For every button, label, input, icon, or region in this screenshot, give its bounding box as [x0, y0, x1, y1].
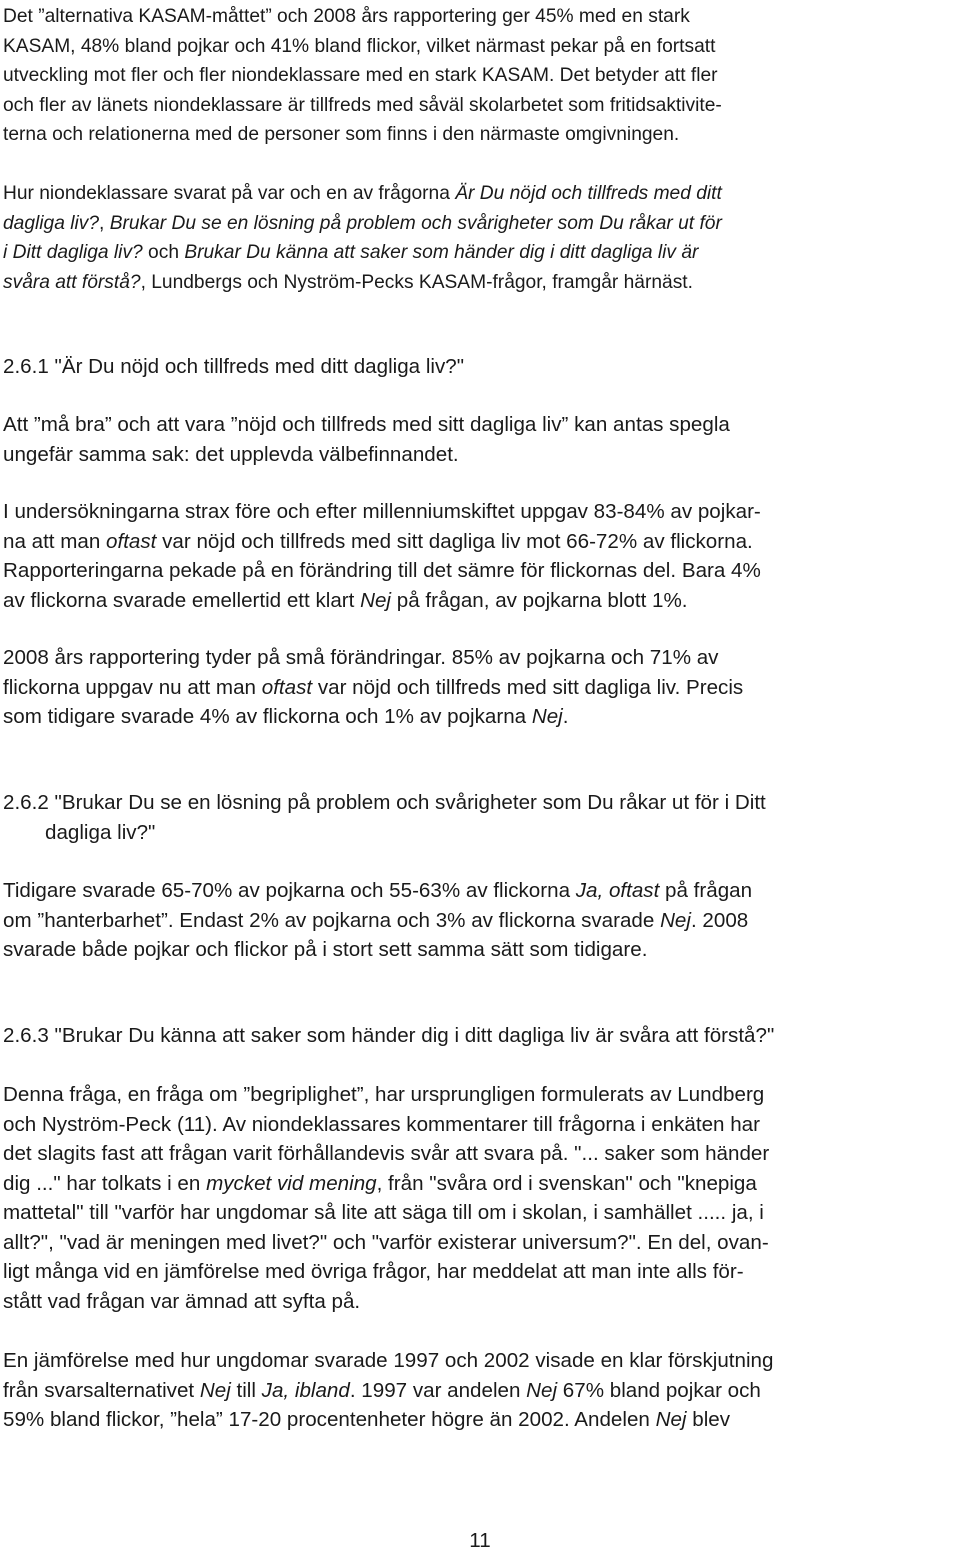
- text-run: på frågan, av pojkarna blott 1%.: [391, 588, 688, 612]
- text-run: KASAM, 48% bland pojkar och 41% bland flickor, vilket närmast pekar på en fortsatt: [3, 35, 716, 57]
- italic-run: Brukar Du se en lösning på problem och svårigheter som Du råkar ut för: [109, 212, 722, 234]
- text-run: stått vad frågan var ämnad att syfta på.: [3, 1289, 361, 1313]
- heading-2-6-3-text: 2.6.3 "Brukar Du känna att saker som händer dig i ditt dagliga liv är svåra att förstå?": [3, 1024, 775, 1047]
- text-run: av flickorna svarade emellertid ett klart: [3, 588, 361, 612]
- paragraph-2-6-3-comprehensibility: [3, 1080, 955, 1316]
- italic-run: Ja, oftast: [575, 879, 660, 902]
- text-line: [3, 1198, 955, 1228]
- text-run: Denna fråga, en fråga om ”begriplighet”, har ursprungligen formulerats av Lundberg: [3, 1083, 765, 1106]
- text-run: Det ”alternativa KASAM-måttet” och 2008 års rapportering ger 45% med en stark: [3, 6, 690, 27]
- text-run: och fler av länets niondeklassare är tillfreds med såväl skolarbetet som fritidsaktivite-: [3, 94, 722, 116]
- text-run: 2.6.2 "Brukar Du se en lösning på problem och svårigheter som Du råkar ut för i Ditt: [3, 791, 766, 814]
- italic-run: Nej: [526, 1378, 558, 1402]
- italic-run: oftast: [261, 675, 313, 699]
- text-line: [3, 788, 955, 818]
- text-line: [3, 586, 955, 616]
- paragraph-2-6-2: [3, 876, 955, 965]
- text-line: [3, 935, 955, 965]
- text-run: dagliga liv?": [45, 820, 156, 844]
- text-line: [3, 209, 955, 239]
- text-run: ,: [99, 212, 110, 234]
- text-run: 67% bland pojkar och: [557, 1378, 761, 1402]
- text-line: [3, 1228, 955, 1258]
- text-line: [3, 120, 955, 150]
- italic-run: Brukar Du känna att saker som händer dig i ditt dagliga liv är: [184, 242, 699, 263]
- text-line: [3, 32, 955, 62]
- text-line: [3, 2, 955, 32]
- italic-run: Är Du nöjd och tillfreds med ditt: [455, 183, 722, 204]
- text-line: [3, 91, 955, 121]
- text-line: [3, 268, 955, 298]
- text-run: och Nyström-Peck (11). Av niondeklassares kommentarer till frågorna i enkäten har: [3, 1112, 760, 1136]
- text-line: [3, 702, 955, 732]
- italic-run: dagliga liv?: [3, 212, 100, 234]
- text-line: [3, 179, 955, 209]
- italic-run: Nej: [655, 1408, 687, 1431]
- paragraph-2-6-1-wellbeing: [3, 410, 955, 469]
- paragraph-2-6-1-earlier-surveys: [3, 497, 955, 615]
- italic-run: Nej: [531, 705, 563, 728]
- text-run: ligt många vid en jämförelse med övriga frågor, har meddelat att man inte alls för-: [3, 1260, 744, 1283]
- heading-2-6-1-text: 2.6.1 "Är Du nöjd och tillfreds med ditt dagliga liv?": [3, 355, 465, 378]
- heading-2-6-3: [3, 1021, 955, 1051]
- text-line: [3, 527, 955, 557]
- paragraph-questions-intro: [3, 179, 955, 297]
- text-run: 2008 års rapportering tyder på små förändringar. 85% av pojkarna och 71% av: [3, 646, 719, 669]
- italic-run: Nej: [360, 588, 392, 612]
- italic-run: mycket vid mening: [206, 1171, 377, 1195]
- text-run: flickorna uppgav nu att man: [3, 675, 262, 699]
- text-line: [3, 1405, 955, 1435]
- italic-run: oftast: [106, 529, 157, 553]
- text-run: na att man: [3, 529, 107, 553]
- text-run: . 2008: [690, 908, 749, 932]
- text-line: [3, 440, 955, 470]
- text-run: Att ”må bra” och att vara ”nöjd och tillfreds med sitt dagliga liv” kan antas spegla: [3, 413, 730, 436]
- text-line: [3, 61, 955, 91]
- text-run: Tidigare svarade 65-70% av pojkarna och 55-63% av flickorna: [3, 879, 576, 902]
- text-run: det slagits fast att frågan varit förhållandevis svår att svara på. "... saker som händer: [3, 1142, 770, 1165]
- italic-run: Nej: [660, 908, 691, 932]
- text-run: till: [230, 1378, 262, 1402]
- text-line: [3, 1287, 955, 1317]
- text-run: , från "svåra ord i svenskan" och "knepiga: [376, 1171, 757, 1195]
- text-line: [3, 556, 955, 586]
- text-run: .: [562, 705, 569, 728]
- text-line: [3, 1346, 955, 1376]
- text-line: [3, 876, 955, 906]
- italic-run: Ja, ibland: [261, 1378, 350, 1402]
- text-line: [3, 1376, 955, 1406]
- text-run: Hur niondeklassare svarat på var och en av frågorna: [3, 183, 456, 204]
- text-run: var nöjd och tillfreds med sitt dagliga liv. Precis: [312, 675, 744, 699]
- text-run: mattetal" till "varför har ungdomar så lite att säga till om i skolan, i samhället ..... ja, i: [3, 1201, 764, 1224]
- text-run: Rapporteringarna pekade på en förändring till det sämre för flickornas del. Bara 4%: [3, 559, 761, 582]
- text-run: dig ..." har tolkats i en: [3, 1171, 207, 1195]
- text-line: [3, 497, 955, 527]
- text-line: [3, 238, 955, 268]
- text-run: och: [142, 242, 185, 263]
- paragraph-2-6-1-2008: [3, 643, 955, 732]
- text-run: I undersökningarna strax före och efter millenniumskiftet uppgav 83-84% av pojkar-: [3, 500, 761, 523]
- text-run: om ”hanterbarhet”. Endast 2% av pojkarna och 3% av flickorna svarade: [3, 908, 661, 932]
- text-line: [3, 643, 955, 673]
- text-run: på frågan: [659, 879, 753, 902]
- text-line: [3, 410, 955, 440]
- text-run: terna och relationerna med de personer som finns i den närmaste omgivningen.: [3, 124, 680, 145]
- text-line: [3, 1257, 955, 1287]
- heading-2-6-2: [3, 788, 955, 847]
- text-line: [3, 906, 955, 936]
- text-run: från svarsalternativet: [3, 1378, 200, 1402]
- text-line: [3, 1139, 955, 1169]
- text-run: . 1997 var andelen: [349, 1378, 527, 1402]
- text-line: [3, 818, 955, 848]
- page-number: 11: [469, 1529, 491, 1552]
- text-run: svarade både pojkar och flickor på i stort sett samma sätt som tidigare.: [3, 938, 648, 961]
- text-run: som tidigare svarade 4% av flickorna och 1% av pojkarna: [3, 705, 532, 728]
- text-run: , Lundbergs och Nyström-Pecks KASAM-frågor, framgår härnäst.: [140, 271, 693, 293]
- italic-run: i Ditt dagliga liv?: [3, 242, 143, 263]
- heading-2-6-1: [3, 352, 955, 382]
- text-line: [3, 673, 955, 703]
- text-run: 59% bland flickor, ”hela” 17-20 procentenheter högre än 2002. Andelen: [3, 1408, 656, 1431]
- italic-run: svåra att förstå?: [3, 271, 141, 293]
- text-run: ungefär samma sak: det upplevda välbefinnandet.: [3, 442, 459, 466]
- italic-run: Nej: [199, 1378, 231, 1402]
- paragraph-kasam-2008: [3, 2, 955, 150]
- text-line: [3, 1080, 955, 1110]
- paragraph-2-6-3-comparison: [3, 1346, 955, 1435]
- text-line: [3, 1110, 955, 1140]
- text-line: [3, 1169, 955, 1199]
- text-run: allt?", "vad är meningen med livet?" och "varför existerar universum?". En del, ovan-: [3, 1230, 769, 1254]
- text-run: utveckling mot fler och fler niondeklassare med en stark KASAM. Det betyder att fler: [3, 65, 718, 86]
- text-run: En jämförelse med hur ungdomar svarade 1997 och 2002 visade en klar förskjutning: [3, 1349, 774, 1372]
- text-run: var nöjd och tillfreds med sitt dagliga liv mot 66-72% av flickorna.: [156, 529, 753, 553]
- text-run: blev: [686, 1408, 731, 1431]
